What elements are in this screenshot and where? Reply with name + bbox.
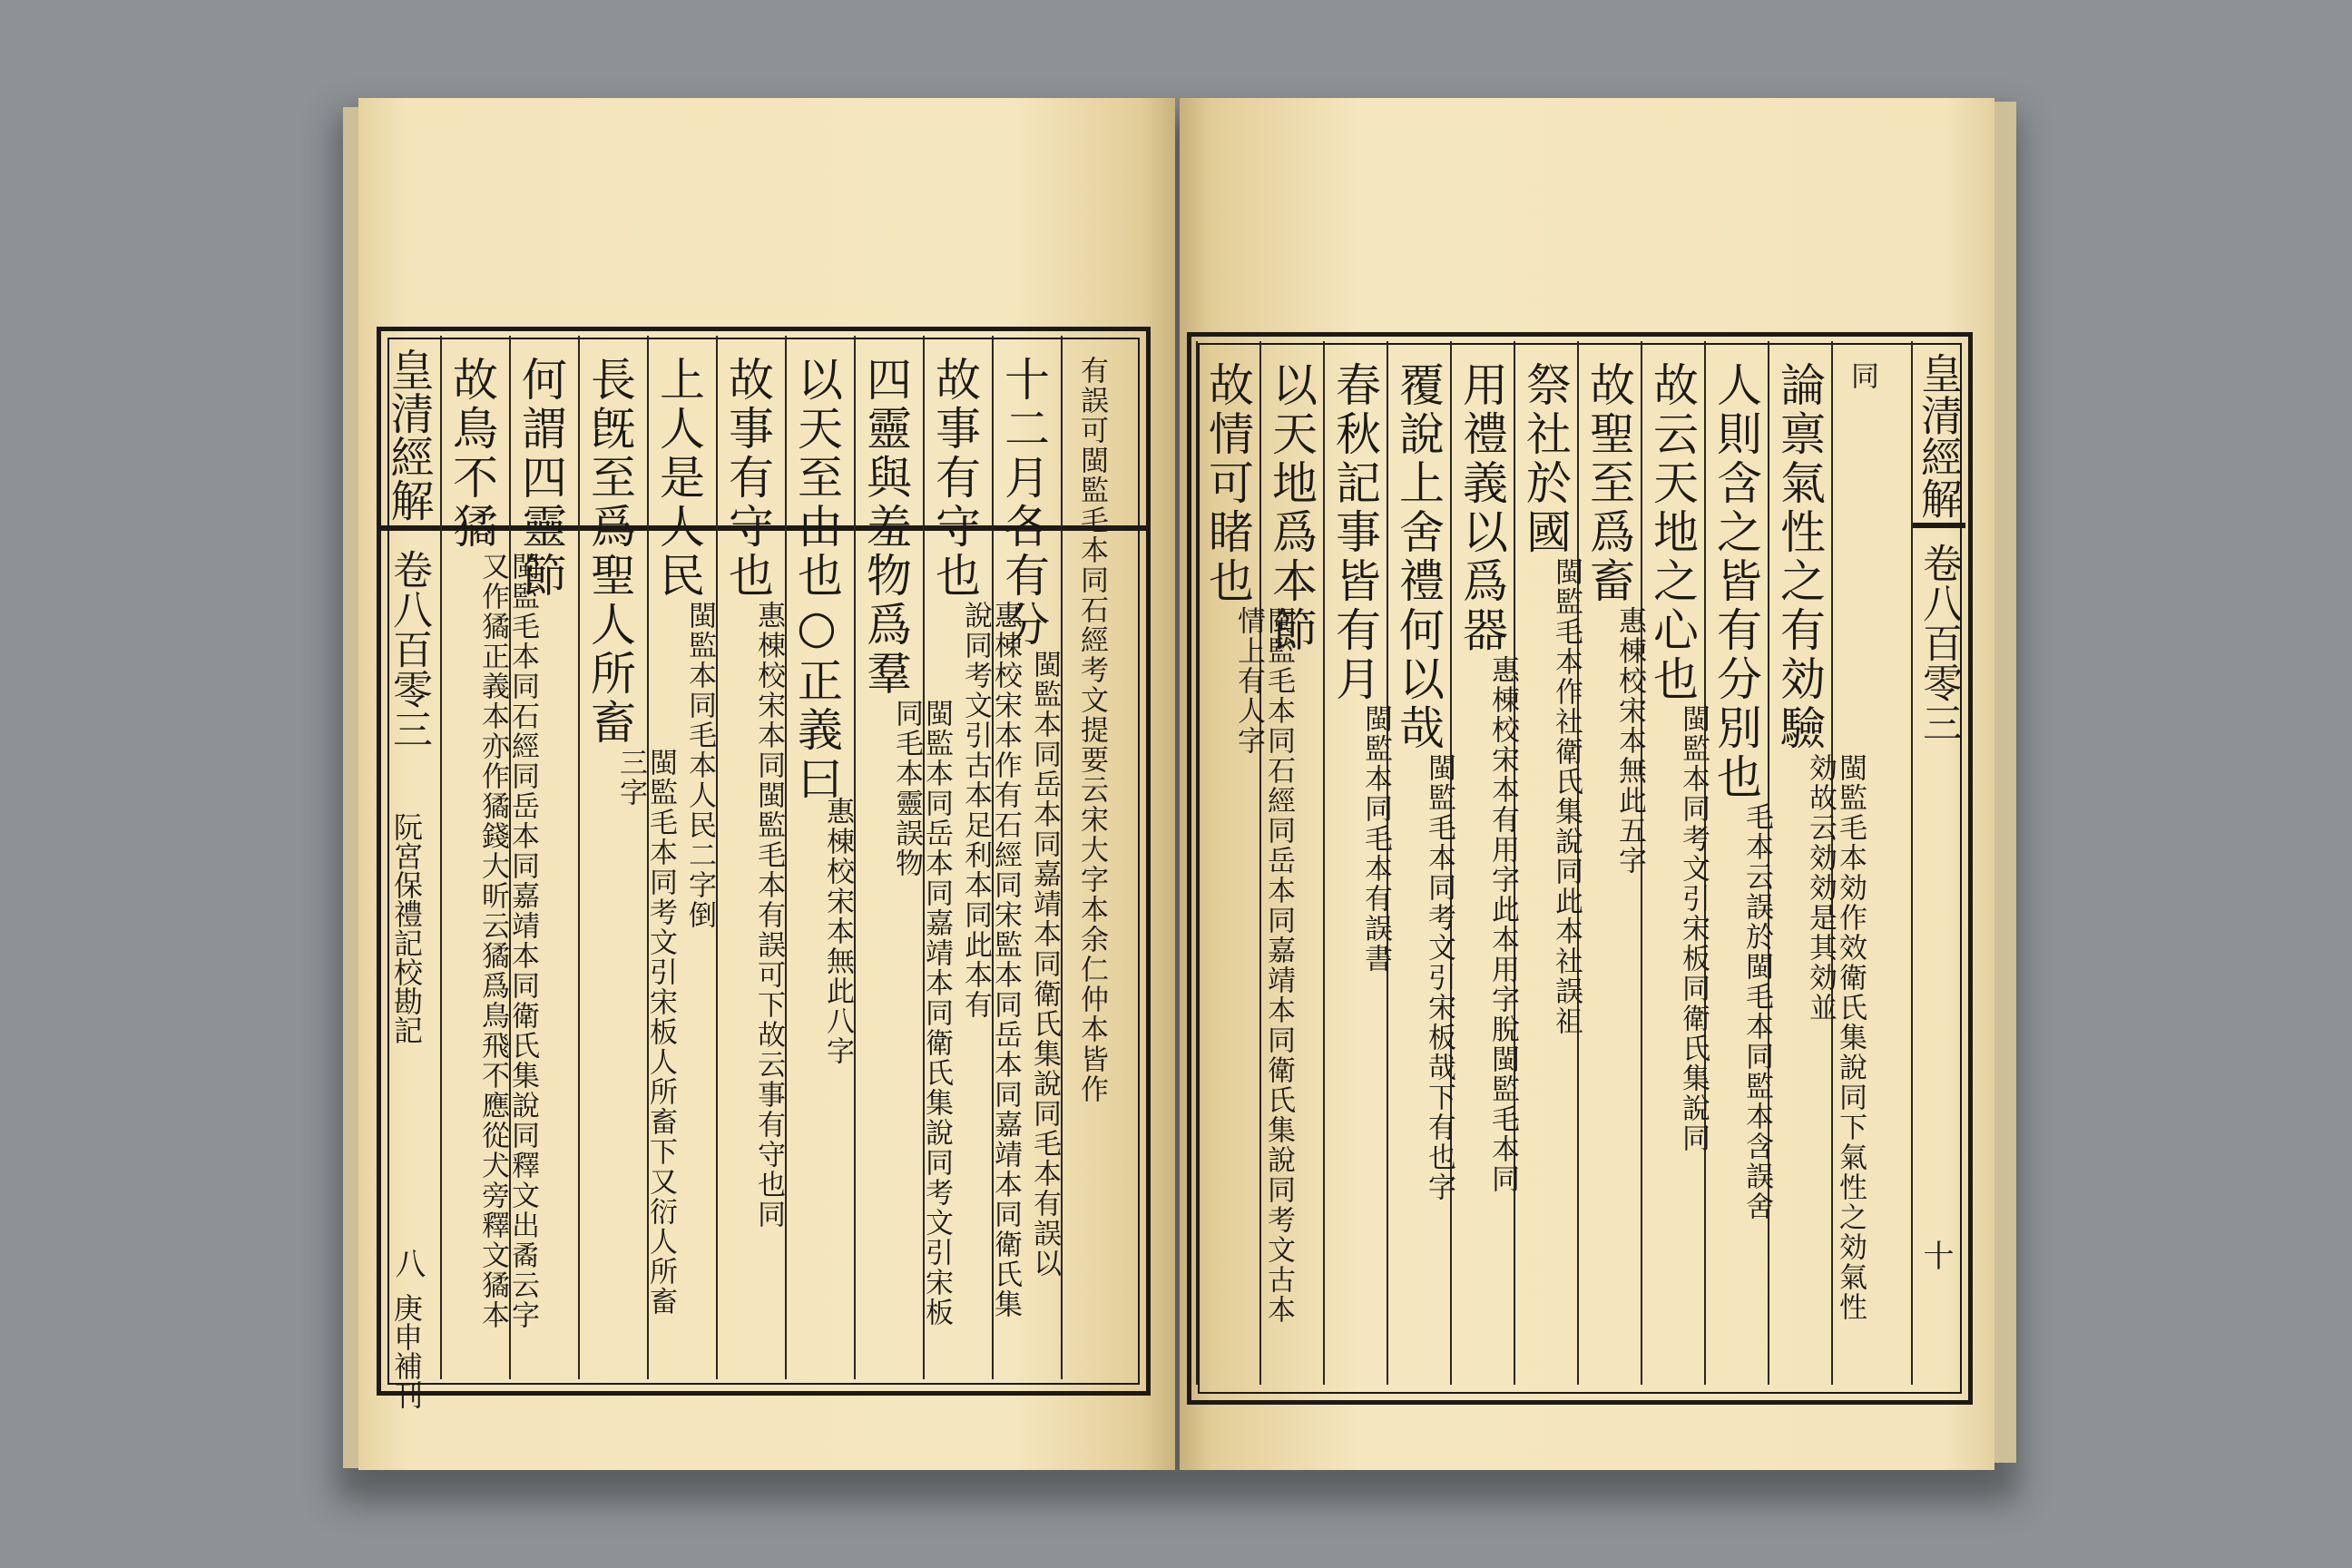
left-annotation-text: 惠棟校宋本同閩監毛本有誤可下故云事有守也同 xyxy=(752,601,785,1230)
left-annotation-text: 有誤可閩監毛本同石經考文提要云宋大字本余仁仲本皆作 xyxy=(1075,356,1108,1104)
left-annotation-text: 閩監毛本同考文引宋板人所畜下又衍人所畜 三字 xyxy=(614,748,677,1317)
left-annotation-text: 惠棟校宋本作有石經同宋監本同岳本同嘉靖本同衛氏集 說同考文引古本足利本同此本有 xyxy=(959,601,1022,1319)
right-annotation-text: 閩監本同考文引宋板同衛氏集說同 xyxy=(1677,704,1710,1153)
right-annotation-text: 毛本云誤於閩毛本同監本含誤舍 xyxy=(1740,802,1773,1221)
left-main-text: 長旣至爲聖人所畜 xyxy=(583,356,636,748)
left-margin-page: 八 xyxy=(389,1248,426,1279)
left-main-text: 四靈與羞物爲羣 xyxy=(859,356,912,699)
right-margin-volume: 卷八百零三 xyxy=(1916,543,1962,742)
right-page-edges xyxy=(1993,102,2016,1463)
right-margin-title: 皇清經解 xyxy=(1915,352,1964,519)
right-text-columns xyxy=(1196,341,1904,1385)
left-column xyxy=(578,336,677,1379)
right-column xyxy=(1641,341,1710,1385)
right-annotation-text: 閩監毛本作社衛氏集說同此本社誤祖 xyxy=(1550,557,1583,1036)
left-main-text: 故事有守也 xyxy=(928,356,981,601)
left-annotation-text: 閩監本同岳本同嘉靖本同衛氏集說同毛本有誤以 xyxy=(1028,650,1061,1279)
right-annotation-text: 閩監毛本効作效衛氏集說同下氣性之効氣性 効故云効効是其効並 xyxy=(1804,753,1867,1322)
right-column xyxy=(1577,341,1646,1385)
left-main-text: 何謂四靈節 xyxy=(514,356,567,601)
right-page xyxy=(1180,98,1994,1470)
left-column xyxy=(854,336,953,1379)
left-margin-printer: 庚申補刊 xyxy=(389,1293,424,1409)
right-main-text: 論禀氣性之有効驗 xyxy=(1773,361,1826,753)
right-main-text: 故情可睹也 xyxy=(1201,361,1254,606)
right-main-text: 故云天地之心也 xyxy=(1646,361,1699,704)
left-main-text: 故鳥不獝 xyxy=(446,356,498,552)
right-column xyxy=(1323,341,1392,1385)
right-annotation-text: 惠棟校宋本有用字此本用字脫閩監毛本同 xyxy=(1486,655,1519,1194)
left-margin-author: 阮宮保禮記校勘記 xyxy=(389,812,424,1044)
right-annotation-text: 同 xyxy=(1846,361,1878,391)
left-column xyxy=(1061,336,1132,1379)
left-margin-title: 皇清經解 xyxy=(383,348,434,522)
left-text-columns xyxy=(440,336,1134,1379)
left-main-text: 故事有守也 xyxy=(721,356,774,601)
right-margin-column xyxy=(1911,341,1965,1385)
left-annotation-text: 惠棟校宋本無此八字 xyxy=(821,797,854,1066)
right-main-text: 祭社於國 xyxy=(1519,361,1572,557)
right-annotation-text: 閩監本同毛本有誤書 xyxy=(1359,704,1392,974)
left-column xyxy=(440,336,539,1379)
right-annotation-text: 閩監毛本同考文引宋板哉下有也字 xyxy=(1423,753,1455,1202)
left-main-text: 十二月各有分 xyxy=(997,356,1050,650)
right-main-text: 故聖至爲畜 xyxy=(1583,361,1635,606)
left-main-text: 上人是人民 xyxy=(652,356,705,601)
right-column xyxy=(1704,341,1773,1385)
right-main-text: 覆說上舍禮何以哉 xyxy=(1392,361,1445,753)
left-column xyxy=(716,336,787,1379)
right-main-text: 用禮義以爲器 xyxy=(1455,361,1508,655)
right-main-text: 春秋記事皆有月 xyxy=(1328,361,1381,704)
fish-tail-mark xyxy=(1913,523,1965,528)
right-column xyxy=(1768,341,1867,1385)
right-column xyxy=(1387,341,1455,1385)
right-main-text: 人則含之皆有分別也 xyxy=(1710,361,1762,802)
left-annotation-text: 閩監毛本同石經同岳本同嘉靖本同衛氏集說同釋文出矞云字 又作獝正義本亦作獝錢大昕云獝爲鳥飛不應從犬旁釋文獝本 xyxy=(476,552,539,1330)
right-main-text: 以天地爲本節 xyxy=(1265,361,1318,655)
right-annotation-text: 惠棟校宋本無此五字 xyxy=(1613,606,1646,876)
right-column xyxy=(1450,341,1519,1385)
right-margin-page: 十 xyxy=(1917,1240,1954,1270)
left-margin-volume: 卷八百零三 xyxy=(386,549,432,749)
left-annotation-text: 閩監本同毛本人民二字倒 xyxy=(683,601,716,930)
left-main-text: 以天至由也○正義曰 xyxy=(790,356,843,804)
left-column xyxy=(785,336,856,1379)
right-column xyxy=(1514,341,1583,1385)
left-page xyxy=(358,98,1175,1470)
right-annotation-text: 閩監毛本同石經同岳本同嘉靖本同衛氏集說同考文古本 情上有人字 xyxy=(1232,606,1295,1325)
left-annotation-text: 閩監本同岳本同嘉靖本同衛氏集說同考文引宋板 同毛本靈誤物 xyxy=(890,699,953,1328)
